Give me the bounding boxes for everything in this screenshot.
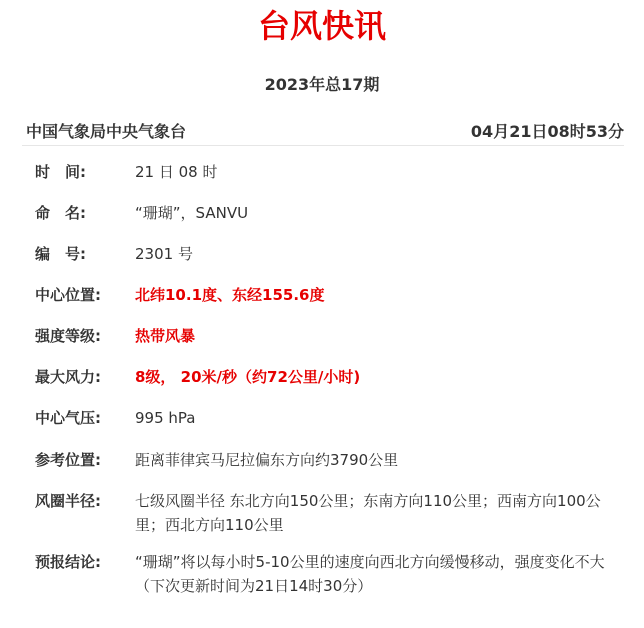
row-max-wind (35, 365, 615, 389)
forecast-value-block (135, 550, 615, 598)
wind-radius-label: 风圈半径: (35, 492, 101, 510)
pressure-label: 中心气压: (35, 409, 101, 427)
intensity-value: 热带风暴 (135, 327, 196, 345)
center-position-value: 北纬10.1度、东经155.6度 (135, 286, 325, 304)
forecast-next-update-note: （下次更新时间为21日14时30分） (135, 577, 373, 595)
name-label: 命 名: (35, 204, 86, 222)
header-row (26, 118, 624, 142)
row-center-position (35, 283, 615, 307)
reference-position-label: 参考位置: (35, 451, 101, 469)
row-reference-position (35, 448, 615, 472)
number-label: 编 号: (35, 245, 86, 263)
intensity-label: 强度等级: (35, 327, 101, 345)
header-divider (22, 145, 624, 146)
row-name (35, 201, 615, 225)
center-position-label: 中心位置: (35, 286, 101, 304)
reference-position-value: 距离菲律宾马尼拉偏东方向约3790公里 (135, 451, 399, 469)
wind-radius-value: 七级风圈半径 东北方向150公里；东南方向110公里；西南方向100公里；西北方向110公里 (135, 492, 601, 534)
max-wind-label: 最大风力: (35, 368, 101, 386)
forecast-value: “珊瑚”将以每小时5-10公里的速度向西北方向缓慢移动，强度变化不大 (135, 553, 605, 571)
issue-number: 2023年总17期 (264, 75, 380, 94)
name-value: “珊瑚”，SANVU (135, 204, 249, 222)
forecast-label: 预报结论: (35, 553, 101, 571)
row-wind-radius (35, 489, 615, 537)
number-value: 2301 号 (135, 245, 193, 263)
row-pressure (35, 406, 615, 430)
pressure-value: 995 hPa (135, 409, 196, 427)
row-forecast (35, 550, 615, 598)
row-number (35, 242, 615, 266)
row-intensity (35, 324, 615, 348)
max-wind-value: 8级， 20米/秒（约72公里/小时) (135, 368, 361, 386)
time-value: 21 日 08 时 (135, 163, 218, 181)
release-datetime: 04月21日08时53分 (470, 121, 624, 141)
page-title: 台风快讯 (257, 7, 386, 45)
time-label: 时 间: (35, 163, 86, 181)
agency-name: 中国气象局中央气象台 (26, 121, 187, 141)
row-time (35, 160, 615, 184)
